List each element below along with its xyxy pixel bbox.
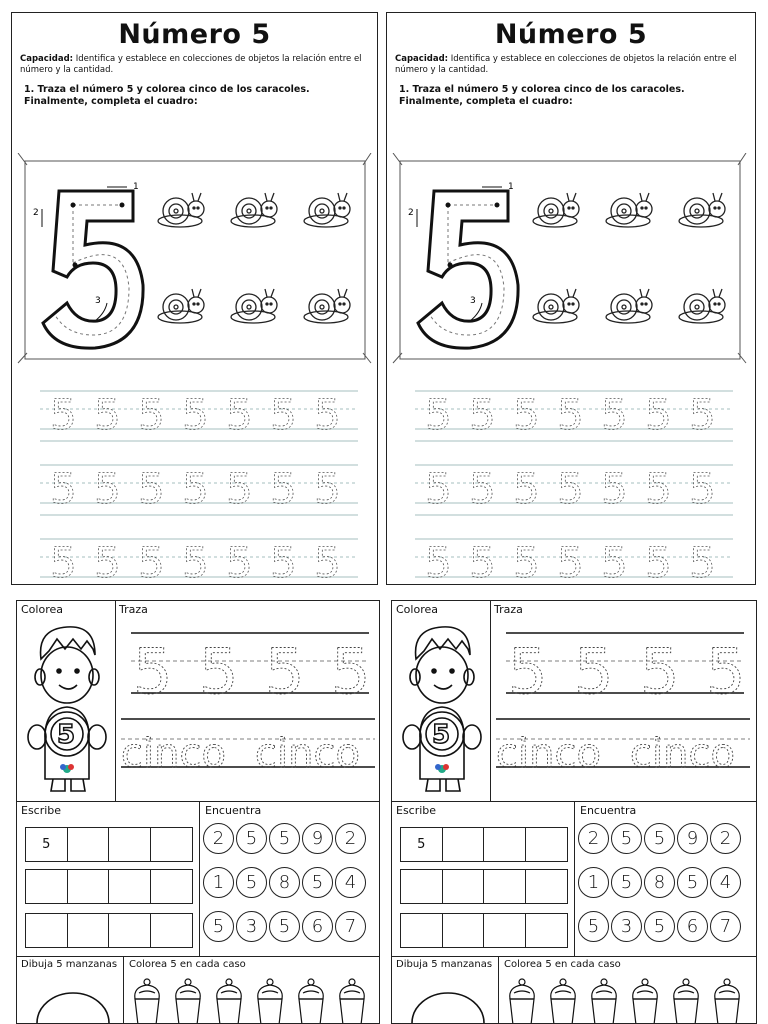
svg-text:5: 5 <box>469 464 496 513</box>
capacity-label: Capacidad: <box>20 54 74 64</box>
write-row-1[interactable] <box>400 827 568 862</box>
svg-text:5: 5 <box>270 464 297 513</box>
badge-digit: 5 <box>57 720 76 750</box>
svg-text:5: 5 <box>138 390 165 439</box>
activity-sheet-left <box>16 600 380 1024</box>
boy-illustration[interactable] <box>23 619 111 797</box>
write-cell[interactable] <box>526 914 568 947</box>
capacity-description: Identifica y establece en colecciones de objetos la relación entre el número y la cantidad. <box>395 54 737 75</box>
write-row-1[interactable] <box>25 827 193 862</box>
encuentra-label: Encuentra <box>580 804 637 817</box>
svg-text:5: 5 <box>425 390 452 439</box>
instruction <box>12 76 377 108</box>
number-circle[interactable]: 8 <box>644 867 675 898</box>
write-row-2[interactable] <box>25 869 193 904</box>
svg-text:cinco: cinco <box>121 731 226 777</box>
colorea-label: Colorea <box>21 603 63 616</box>
svg-text:5: 5 <box>270 538 297 580</box>
trace-area[interactable] <box>494 621 752 791</box>
tracing-board <box>15 153 374 366</box>
write-cell[interactable] <box>484 870 526 903</box>
number-circle[interactable]: 4 <box>710 867 741 898</box>
svg-text:5: 5 <box>557 464 584 513</box>
number-circle[interactable]: 5 <box>203 911 234 942</box>
svg-text:5: 5 <box>689 464 716 513</box>
write-row-3[interactable] <box>400 913 568 948</box>
find-row-3 <box>203 911 366 942</box>
write-cell[interactable] <box>484 828 526 861</box>
number-circle[interactable]: 7 <box>335 911 366 942</box>
badge-digit: 5 <box>432 720 451 750</box>
instruction-text: Traza el número 5 y colorea cinco de los caracoles. Finalmente, completa el cuadro: <box>399 84 685 107</box>
colorea-5-label: Colorea 5 en cada caso <box>129 959 246 970</box>
page-title: Número 5 <box>118 19 271 50</box>
svg-text:5: 5 <box>689 538 716 580</box>
dibuja-label: Dibuja 5 manzanas <box>396 959 493 970</box>
write-cell[interactable] <box>443 914 485 947</box>
capacity-description: Identifica y establece en colecciones de objetos la relación entre el número y la cantidad. <box>20 54 362 75</box>
number-circle[interactable]: 5 <box>236 823 267 854</box>
svg-text:5: 5 <box>601 538 628 580</box>
number-circle[interactable]: 5 <box>269 911 300 942</box>
svg-text:5: 5 <box>469 390 496 439</box>
stroke-label-1: 1 <box>508 182 514 192</box>
tracing-board <box>390 153 749 366</box>
big-five-outline[interactable] <box>418 191 518 348</box>
svg-text:5: 5 <box>314 538 341 580</box>
svg-text:5: 5 <box>513 390 540 439</box>
svg-text:5: 5 <box>425 464 452 513</box>
write-cell[interactable] <box>401 870 443 903</box>
page-title: Número 5 <box>494 19 648 50</box>
drawing-circle[interactable] <box>404 975 492 1024</box>
number-circle[interactable]: 5 <box>677 867 708 898</box>
capacity-label: Capacidad: <box>395 54 449 64</box>
svg-text:5: 5 <box>640 635 680 708</box>
number-circle[interactable]: 5 <box>578 911 609 942</box>
worksheet-page-right <box>386 12 756 585</box>
svg-text:5: 5 <box>425 538 452 580</box>
traza-label: Traza <box>119 603 148 616</box>
escribe-label: Escribe <box>396 804 437 817</box>
dibuja-label: Dibuja 5 manzanas <box>21 959 118 970</box>
number-circle[interactable]: 1 <box>578 867 609 898</box>
find-row-1 <box>203 823 366 854</box>
svg-text:5: 5 <box>601 464 628 513</box>
instruction-number: 1. <box>24 84 35 95</box>
number-circle[interactable]: 5 <box>644 823 675 854</box>
number-circle[interactable]: 5 <box>611 867 642 898</box>
write-row-2[interactable] <box>400 869 568 904</box>
write-cell[interactable] <box>526 870 568 903</box>
instruction <box>387 76 755 108</box>
write-cell[interactable] <box>109 914 151 947</box>
number-circle[interactable]: 9 <box>677 823 708 854</box>
encuentra-label: Encuentra <box>205 804 262 817</box>
svg-text:cinco: cinco <box>630 731 735 777</box>
capacity-text <box>12 50 377 76</box>
write-cell[interactable] <box>151 870 193 903</box>
svg-text:5: 5 <box>508 635 548 708</box>
write-cell[interactable] <box>68 914 110 947</box>
svg-text:cinco: cinco <box>255 731 360 777</box>
number-circle[interactable]: 6 <box>302 911 333 942</box>
find-row-2 <box>578 867 741 898</box>
write-cell[interactable] <box>151 828 193 861</box>
svg-text:5: 5 <box>557 538 584 580</box>
svg-text:5: 5 <box>50 390 77 439</box>
write-cell[interactable] <box>443 870 485 903</box>
svg-text:5: 5 <box>182 390 209 439</box>
find-row-3 <box>578 911 741 942</box>
svg-text:5: 5 <box>557 390 584 439</box>
find-row-1 <box>578 823 741 854</box>
write-cell[interactable] <box>443 828 485 861</box>
trace-area[interactable] <box>119 621 377 791</box>
activity-sheet-right <box>391 600 757 1024</box>
number-circle[interactable]: 5 <box>644 911 675 942</box>
number-circle[interactable]: 6 <box>677 911 708 942</box>
drawing-circle[interactable] <box>29 975 117 1024</box>
number-circle[interactable]: 9 <box>302 823 333 854</box>
write-cell[interactable] <box>109 828 151 861</box>
number-circle[interactable]: 8 <box>269 867 300 898</box>
number-circle[interactable]: 5 <box>611 823 642 854</box>
svg-text:5: 5 <box>226 390 253 439</box>
svg-text:5: 5 <box>133 635 173 708</box>
write-row-3[interactable] <box>25 913 193 948</box>
svg-text:5: 5 <box>645 538 672 580</box>
number-circle[interactable]: 2 <box>578 823 609 854</box>
snail-group[interactable] <box>158 193 350 323</box>
write-cell[interactable] <box>26 914 68 947</box>
svg-text:cinco: cinco <box>496 731 601 777</box>
colorea-5-label: Colorea 5 en cada caso <box>504 959 621 970</box>
write-cell[interactable]: 5 <box>401 828 443 861</box>
write-cell[interactable] <box>68 870 110 903</box>
svg-text:5: 5 <box>513 538 540 580</box>
svg-text:5: 5 <box>94 538 121 580</box>
svg-text:5: 5 <box>226 464 253 513</box>
write-cell[interactable] <box>401 914 443 947</box>
svg-text:5: 5 <box>513 464 540 513</box>
svg-text:5: 5 <box>645 390 672 439</box>
svg-text:5: 5 <box>199 635 239 708</box>
svg-text:5: 5 <box>314 464 341 513</box>
number-circle[interactable]: 2 <box>203 823 234 854</box>
snail-group[interactable] <box>533 193 725 323</box>
svg-text:5: 5 <box>689 390 716 439</box>
svg-text:5: 5 <box>314 390 341 439</box>
number-circle[interactable]: 3 <box>611 911 642 942</box>
write-cell[interactable] <box>26 870 68 903</box>
stroke-label-2: 2 <box>33 208 39 218</box>
svg-text:5: 5 <box>469 538 496 580</box>
write-cell[interactable] <box>109 870 151 903</box>
boy-illustration[interactable] <box>398 619 486 797</box>
escribe-label: Escribe <box>21 804 62 817</box>
svg-text:5: 5 <box>706 635 746 708</box>
number-circle[interactable]: 5 <box>269 823 300 854</box>
tracing-lines[interactable] <box>40 385 358 580</box>
stroke-label-1: 1 <box>133 182 139 192</box>
find-row-2 <box>203 867 366 898</box>
capacity-text <box>387 50 755 76</box>
svg-text:5: 5 <box>138 464 165 513</box>
write-cell[interactable] <box>526 828 568 861</box>
number-circle[interactable]: 5 <box>302 867 333 898</box>
svg-text:5: 5 <box>645 464 672 513</box>
big-five-outline[interactable] <box>43 191 143 348</box>
cupcake-row[interactable] <box>127 975 379 1024</box>
write-cell[interactable] <box>151 914 193 947</box>
number-circle[interactable]: 1 <box>203 867 234 898</box>
svg-text:5: 5 <box>94 464 121 513</box>
stroke-label-3: 3 <box>95 296 101 306</box>
stroke-label-2: 2 <box>408 208 414 218</box>
number-circle[interactable]: 5 <box>236 867 267 898</box>
svg-text:5: 5 <box>94 390 121 439</box>
svg-text:5: 5 <box>331 635 371 708</box>
number-circle[interactable]: 7 <box>710 911 741 942</box>
svg-text:5: 5 <box>601 390 628 439</box>
number-circle[interactable]: 2 <box>710 823 741 854</box>
write-cell[interactable] <box>68 828 110 861</box>
svg-text:5: 5 <box>50 464 77 513</box>
svg-text:5: 5 <box>226 538 253 580</box>
write-cell[interactable] <box>484 914 526 947</box>
instruction-text: Traza el número 5 y colorea cinco de los caracoles. Finalmente, completa el cuadro: <box>24 84 310 107</box>
stroke-label-3: 3 <box>470 296 476 306</box>
svg-text:5: 5 <box>270 390 297 439</box>
write-cell[interactable]: 5 <box>26 828 68 861</box>
colorea-label: Colorea <box>396 603 438 616</box>
number-circle[interactable]: 2 <box>335 823 366 854</box>
number-circle[interactable]: 3 <box>236 911 267 942</box>
svg-text:5: 5 <box>182 538 209 580</box>
instruction-number: 1. <box>399 84 410 95</box>
number-circle[interactable]: 4 <box>335 867 366 898</box>
svg-text:5: 5 <box>50 538 77 580</box>
svg-text:5: 5 <box>138 538 165 580</box>
tracing-lines[interactable] <box>415 385 733 580</box>
traza-label: Traza <box>494 603 523 616</box>
svg-text:5: 5 <box>265 635 305 708</box>
worksheet-page-left <box>11 12 378 585</box>
svg-text:5: 5 <box>182 464 209 513</box>
cupcake-row[interactable] <box>502 975 754 1024</box>
svg-text:5: 5 <box>574 635 614 708</box>
